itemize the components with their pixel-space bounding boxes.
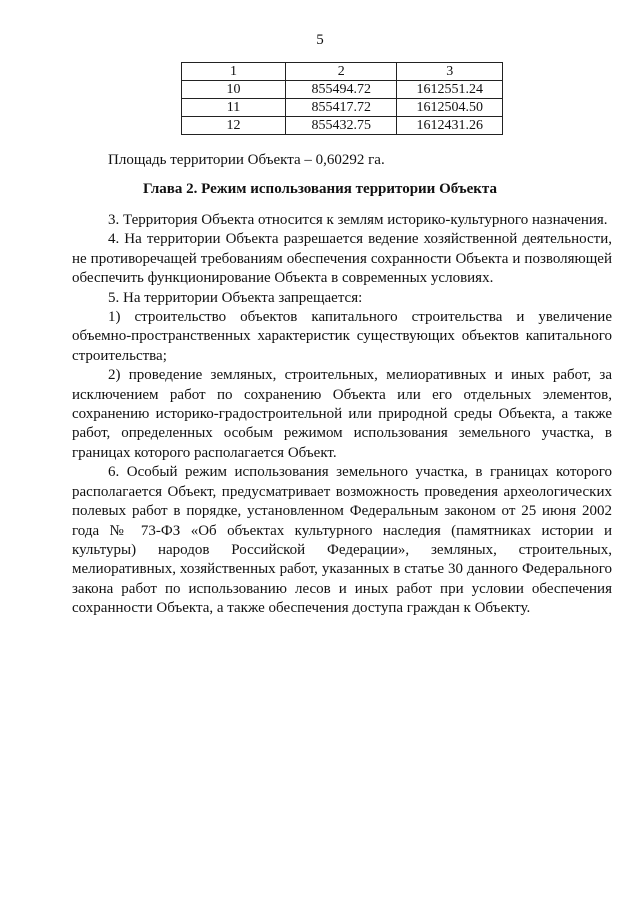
table-cell: 12 <box>182 117 286 135</box>
table-cell: 1612504.50 <box>397 99 503 117</box>
table-cell: 1612551.24 <box>397 81 503 99</box>
paragraph-3: 3. Территория Объекта относится к землям историко-культурного назначения. <box>108 212 608 228</box>
table-header-cell: 2 <box>286 63 397 81</box>
coordinates-table <box>181 62 503 135</box>
paragraph-5: 5. На территории Объекта запрещается: <box>108 289 363 306</box>
table-cell: 855432.75 <box>286 117 397 135</box>
table-cell: 1612431.26 <box>397 117 503 135</box>
paragraph-4: 4. На территории Объекта разрешается ведение хозяйственной деятельности, не противоречащей требованиям обеспечения сохранности Объекта и позволяющей обеспечить функционирование Объекта в современных условиях. <box>72 231 612 287</box>
document-body <box>72 211 612 619</box>
paragraph-5-item-2: 2) проведение земляных, строительных, мелиоративных и иных работ, за исключением работ по сохранению Объекта или его отдельных элементов, сохранению историко-градостроительной или природной среды Объекта, а также работ, определенных особым режимом использования земельного участка, в границах которого располагается Объект. <box>72 367 612 461</box>
table-header-row <box>182 63 503 81</box>
area-statement: Площадь территории Объекта – 0,60292 га. <box>108 152 385 168</box>
table-row <box>182 99 503 117</box>
page-number: 5 <box>316 32 324 48</box>
paragraph-6: 6. Особый режим использования земельного участка, в границах которого располагается Объект, предусматривает возможность проведения археологических полевых работ в порядке, установленном Федеральным законом от 25 июня 2002 года № 73-ФЗ «Об объектах культурного наследия (памятниках истории и культуры) народов Российской Федерации», земляных, строительных, мелиоративных, хозяйственных работ, указанных в статье 30 данного Федерального закона работ по использованию лесов и иных работ при условии обеспечения сохранности Объекта, а также обеспечения доступа граждан к Объекту. <box>72 464 612 617</box>
table-cell: 10 <box>182 81 286 99</box>
table-cell: 11 <box>182 99 286 117</box>
chapter-title: Глава 2. Режим использования территории Объекта <box>143 181 497 197</box>
paragraph-5-item-1: 1) строительство объектов капитального строительства и увеличение объемно-пространственных характеристик существующих объектов капитального строительства; <box>72 309 612 364</box>
table-header-cell: 1 <box>182 63 286 81</box>
table-cell: 855494.72 <box>286 81 397 99</box>
table-header-cell: 3 <box>397 63 503 81</box>
table-row <box>182 117 503 135</box>
table-cell: 855417.72 <box>286 99 397 117</box>
table-row <box>182 81 503 99</box>
